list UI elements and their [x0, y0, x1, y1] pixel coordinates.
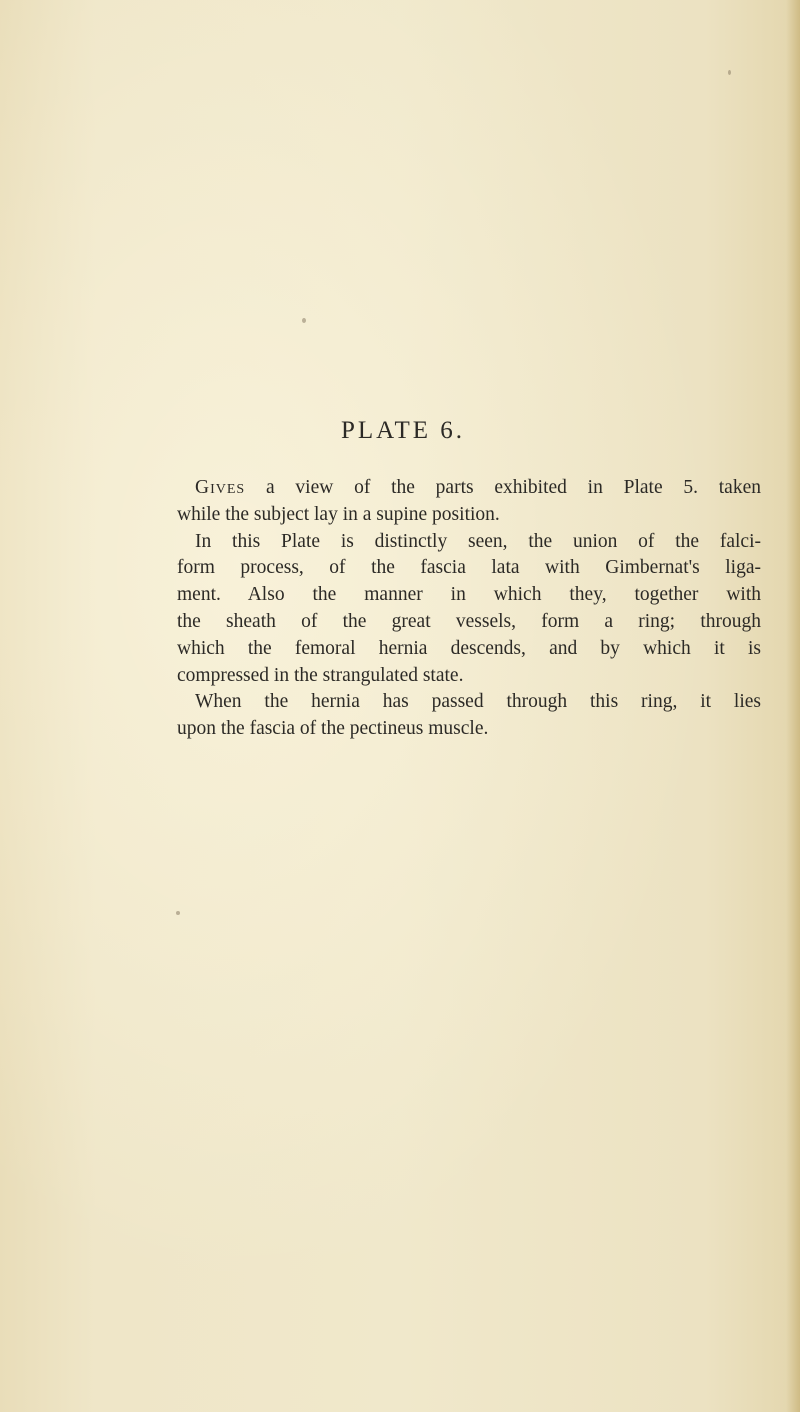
text-line: upon the fascia of the pectineus muscle.	[177, 718, 489, 740]
text-line: the sheath of the great vessels, form a ring; through	[177, 610, 761, 632]
text-line: ment. Also the manner in which they, together with	[177, 584, 761, 606]
ink-speck	[302, 318, 306, 323]
page-edge-shadow	[786, 0, 800, 1412]
plate-title: PLATE 6.	[341, 417, 465, 444]
ink-speck	[728, 70, 731, 75]
text-line: When the hernia has passed through this ring, it lies	[195, 691, 761, 713]
text-line: In this Plate is distinctly seen, the union of the falci-	[195, 530, 761, 552]
ink-speck	[176, 911, 180, 915]
text-line: form process, of the fascia lata with Gimbernat's liga-	[177, 557, 761, 579]
text-line-rest: a view of the parts exhibited in Plate 5. taken	[245, 477, 761, 498]
text-line: which the femoral hernia descends, and by which it is	[177, 637, 761, 659]
text-line: compressed in the strangulated state.	[177, 664, 464, 686]
plate-description	[177, 475, 761, 743]
lead-word: Gives	[195, 477, 246, 498]
text-line	[177, 475, 761, 502]
text-line: while the subject lay in a supine position.	[177, 503, 500, 525]
